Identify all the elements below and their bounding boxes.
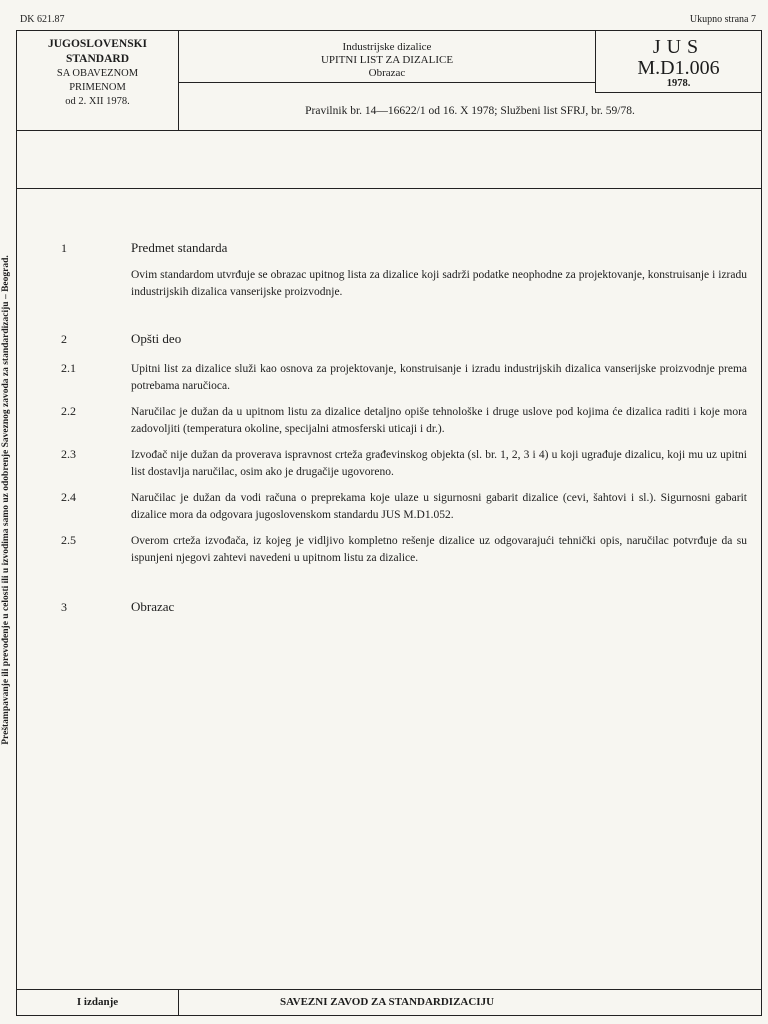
standard-year: 1978. bbox=[666, 78, 691, 89]
clause-2-5-text: Overom crteža izvođača, iz kojeg je vidljivo kompletno rešenje dizalice uz odgovarajući tehnički opis, naručilac potvrđuje da su ispunjeni njegovi zahtevi navedeni u upitnom listu za dizalice. bbox=[131, 535, 747, 564]
section-2-title: Opšti deo bbox=[131, 331, 182, 346]
status-line-2: STANDARD bbox=[65, 53, 130, 65]
section-1-paragraph: Ovim standardom utvrđuje se obrazac upitnog lista za dizalice koji sadrži podatke neophodne za projektovanje, konstruisanje i izradu industrijskih dizalica vanserijske proizvodnje. bbox=[131, 269, 747, 298]
title-line-1: Industrijske dizalice bbox=[342, 41, 432, 53]
clause-2-1-text: Upitni list za dizalice služi kao osnova za projektovanje, konstruisanje i izradu industrijskih dizalica vanserijske proizvodnje prema potrebama naručioca. bbox=[131, 363, 747, 392]
section-1-number: 1 bbox=[61, 241, 67, 255]
dk-code: DK 621.87 bbox=[20, 14, 65, 25]
section-1-title: Predmet standarda bbox=[131, 240, 228, 255]
edition-label: I izdanje bbox=[17, 990, 179, 1015]
jus-label: JUS bbox=[652, 36, 705, 58]
clause-2-3-text: Izvođač nije dužan da proverava ispravnost crteža građevinskog objekta (sl. br. 1, 2, 3 i 4) u koji ugrađuje dizalicu, koji mu uz upitni list dostavlja naručilac, osim ako je drugačije ugovoreno. bbox=[131, 449, 747, 478]
regulation-reference: Pravilnik br. 14—16622/1 od 16. X 1978; Službeni list SFRJ, br. 59/78. bbox=[305, 105, 635, 117]
clause-2-4-number: 2.4 bbox=[61, 490, 76, 504]
standard-footer bbox=[17, 989, 761, 1015]
section-3-number: 3 bbox=[61, 600, 67, 614]
header-divider bbox=[17, 188, 761, 189]
standard-title-box bbox=[179, 31, 595, 83]
clause-2-3-number: 2.3 bbox=[61, 447, 76, 461]
clause-2-2-text: Naručilac je dužan da u upitnom listu za dizalice detaljno opiše tehnološke i druge uslove pod kojima će dizalica raditi i koje mora zadovoljiti (temperatura okoline, specijalni atmosferski uticaji i dr.). bbox=[131, 406, 747, 435]
clause-2-1-number: 2.1 bbox=[61, 361, 76, 375]
publisher-name: SAVEZNI ZAVOD ZA STANDARDIZACIJU bbox=[279, 996, 495, 1008]
section-3-title: Obrazac bbox=[131, 599, 175, 614]
copyright-side-note: Preštampavanje ili prevođenje u celosti ili u izvodima samo uz odobrenje Saveznog zavoda za standardizaciju – Beograd. bbox=[1, 255, 11, 745]
standard-status-box bbox=[17, 31, 179, 130]
standard-code: M.D1.006 bbox=[637, 57, 720, 79]
status-date: od 2. XII 1978. bbox=[65, 96, 130, 107]
clause-2-5-number: 2.5 bbox=[61, 533, 76, 547]
clause-2-4-text: Naručilac je dužan da vodi računa o preprekama koje ulaze u sigurnosni gabarit dizalice (cevi, šahtovi i sl.). Sigurnosni gabarit dizalice mora da odgovara jugoslovenskom standardu JUS M.D1.052. bbox=[131, 492, 747, 521]
title-line-3: Obrazac bbox=[368, 67, 406, 79]
standard-header bbox=[17, 31, 761, 131]
status-line-1: JUGOSLOVENSKI bbox=[47, 38, 148, 50]
clause-2-2-number: 2.2 bbox=[61, 404, 76, 418]
total-pages: Ukupno strana 7 bbox=[689, 14, 756, 25]
section-2-number: 2 bbox=[61, 332, 67, 346]
title-line-2: UPITNI LIST ZA DIZALICE bbox=[320, 54, 454, 66]
standard-page-frame bbox=[16, 30, 762, 1016]
standard-code-box bbox=[595, 31, 761, 93]
status-line-4: PRIMENOM bbox=[69, 82, 126, 93]
status-line-3: SA OBAVEZNOM bbox=[56, 68, 139, 79]
